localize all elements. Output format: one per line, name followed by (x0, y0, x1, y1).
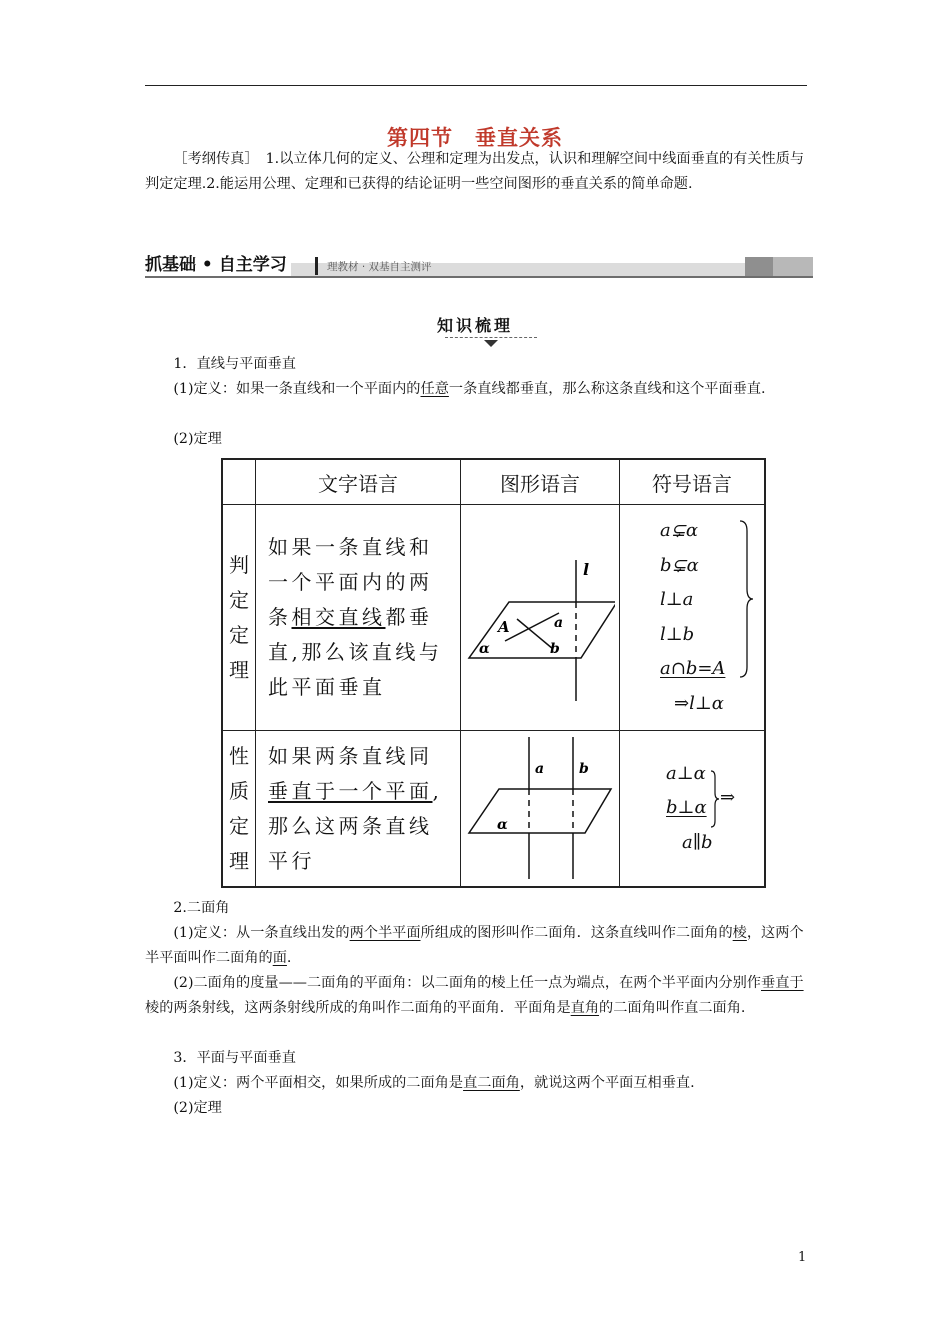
header-corner (222, 459, 256, 505)
fig-label-a: a (535, 761, 545, 777)
vertical-label (223, 548, 255, 688)
s3-theorem-label: (2)定理 (173, 1100, 222, 1116)
parallel-lines-plane-figure (465, 731, 615, 881)
table-header-row (222, 459, 765, 505)
fig-label-alpha: α (479, 641, 490, 657)
symbol-line: a⊥α (666, 762, 706, 784)
key-term: 棱 (732, 925, 747, 941)
s1-theorem-label: (2)定理 (173, 431, 222, 447)
vertical-label-char: 定 (229, 622, 249, 647)
symbol-line: l⊥a (660, 589, 694, 610)
symbol-line: a⊊α (660, 520, 698, 541)
fig-label-A: A (498, 618, 510, 636)
section-banner (145, 256, 813, 278)
symbol-conclusion: ⇒l⊥α (674, 692, 724, 714)
fig-label-a: a (554, 615, 564, 631)
vertical-label-char: 判 (229, 552, 249, 577)
symbol-line: b⊊α (660, 554, 699, 576)
fig-label-l: l (583, 560, 590, 579)
key-term: 直角 (570, 1000, 600, 1016)
banner-title: 抓基础 • 自主学习 (145, 254, 291, 276)
symbol-line: b⊥α (666, 797, 707, 819)
figure-cell (461, 505, 620, 731)
title-topic: 垂直关系 (475, 126, 563, 150)
symbol-cell (620, 505, 766, 731)
fig-label-alpha: α (497, 817, 508, 833)
implies-arrow: ⇒ (720, 787, 736, 808)
vertical-label (223, 739, 255, 879)
symbol-line: a∩b=A (660, 658, 726, 679)
key-term: 垂直于一个平面 (268, 778, 433, 803)
figure-cell (461, 731, 620, 888)
s1-title: 1．直线与平面垂直 (173, 356, 296, 372)
line-perpendicular-plane-figure (465, 525, 615, 705)
banner-separator (315, 257, 318, 275)
knowledge-heading (0, 313, 950, 336)
row-label-judgement (222, 505, 256, 731)
key-term: 相交直线 (291, 605, 386, 629)
top-rule (145, 85, 807, 86)
header-figure-lang: 图形语言 (461, 459, 620, 505)
key-term: 直二面角 (463, 1075, 520, 1091)
heading-down-arrow-icon (484, 340, 498, 347)
vertical-label-char: 理 (229, 848, 249, 873)
table-row (222, 505, 765, 731)
s2-definition: (1)定义：从一条直线出发的两个半平面所组成的图形叫作二面角．这条直线叫作二面角的棱，这两个半平面叫作二面角的面. (145, 925, 804, 966)
header-text-lang: 文字语言 (256, 459, 461, 505)
heading-dashed-underline (445, 337, 537, 338)
vertical-label-char: 性 (229, 743, 249, 768)
knowledge-heading-text: 知识梳理 (436, 316, 513, 335)
header-symbol-lang: 符号语言 (620, 459, 766, 505)
banner-underline (145, 276, 813, 278)
s3-definition: (1)定义：两个平面相交，如果所成的二面角是直二面角，就说这两个平面互相垂直. (173, 1075, 695, 1091)
vertical-label-char: 定 (229, 813, 249, 838)
title-section-number: 第四节 (387, 126, 453, 150)
page-number: 1 (798, 1250, 807, 1265)
s3-title: 3．平面与平面垂直 (173, 1050, 296, 1066)
syllabus-intro: ［考纲传真］ 1.以立体几何的定义、公理和定理为出发点，认识和理解空间中线面垂直的有关性质与判定定理.2.能运用公理、定理和已获得的结论证明一些空间图形的垂直关系的简单命题. (145, 151, 805, 192)
fig-label-b: b (550, 641, 560, 657)
vertical-label-char: 定 (229, 587, 249, 612)
symbol-cell (620, 731, 766, 888)
text-cell: 如果一条直线和一个平面内的两条相交直线都垂直,那么该直线与此平面垂直 (256, 505, 461, 731)
key-term: 面 (272, 950, 287, 966)
key-term: 任意 (420, 381, 449, 397)
banner-block-dark (745, 257, 773, 276)
symbol-line: l⊥b (660, 623, 695, 645)
symbol-list (620, 757, 764, 861)
s2-title: 2.二面角 (173, 900, 230, 916)
right-brace-icon (710, 769, 720, 829)
s1-definition: (1)定义：如果一条直线和一个平面内的任意一条直线都垂直，那么称这条直线和这个平面垂直. (173, 381, 766, 397)
s2-measure: (2)二面角的度量——二面角的平面角：以二面角的棱上任一点为端点，在两个半平面内分别作垂直于棱的两条射线，这两条射线所成的角叫作二面角的平面角．平面角是直角的二面角叫作直二面角. (145, 975, 804, 1016)
vertical-label-char: 质 (229, 778, 249, 803)
theorem-table (221, 458, 766, 888)
text-cell: 如果两条直线同垂直于一个平面,那么这两条直线平行 (256, 731, 461, 888)
right-brace-icon (738, 519, 754, 679)
key-term: 垂直于 (761, 975, 804, 991)
key-term: 两个半平面 (349, 925, 421, 941)
banner-subtitle: 理教材 · 双基自主测评 (327, 261, 432, 273)
table-row (222, 731, 765, 888)
banner-block-light (773, 257, 813, 276)
row-label-property (222, 731, 256, 888)
fig-label-b: b (579, 761, 589, 777)
vertical-label-char: 理 (229, 657, 249, 682)
symbol-conclusion: a∥b (682, 831, 713, 853)
